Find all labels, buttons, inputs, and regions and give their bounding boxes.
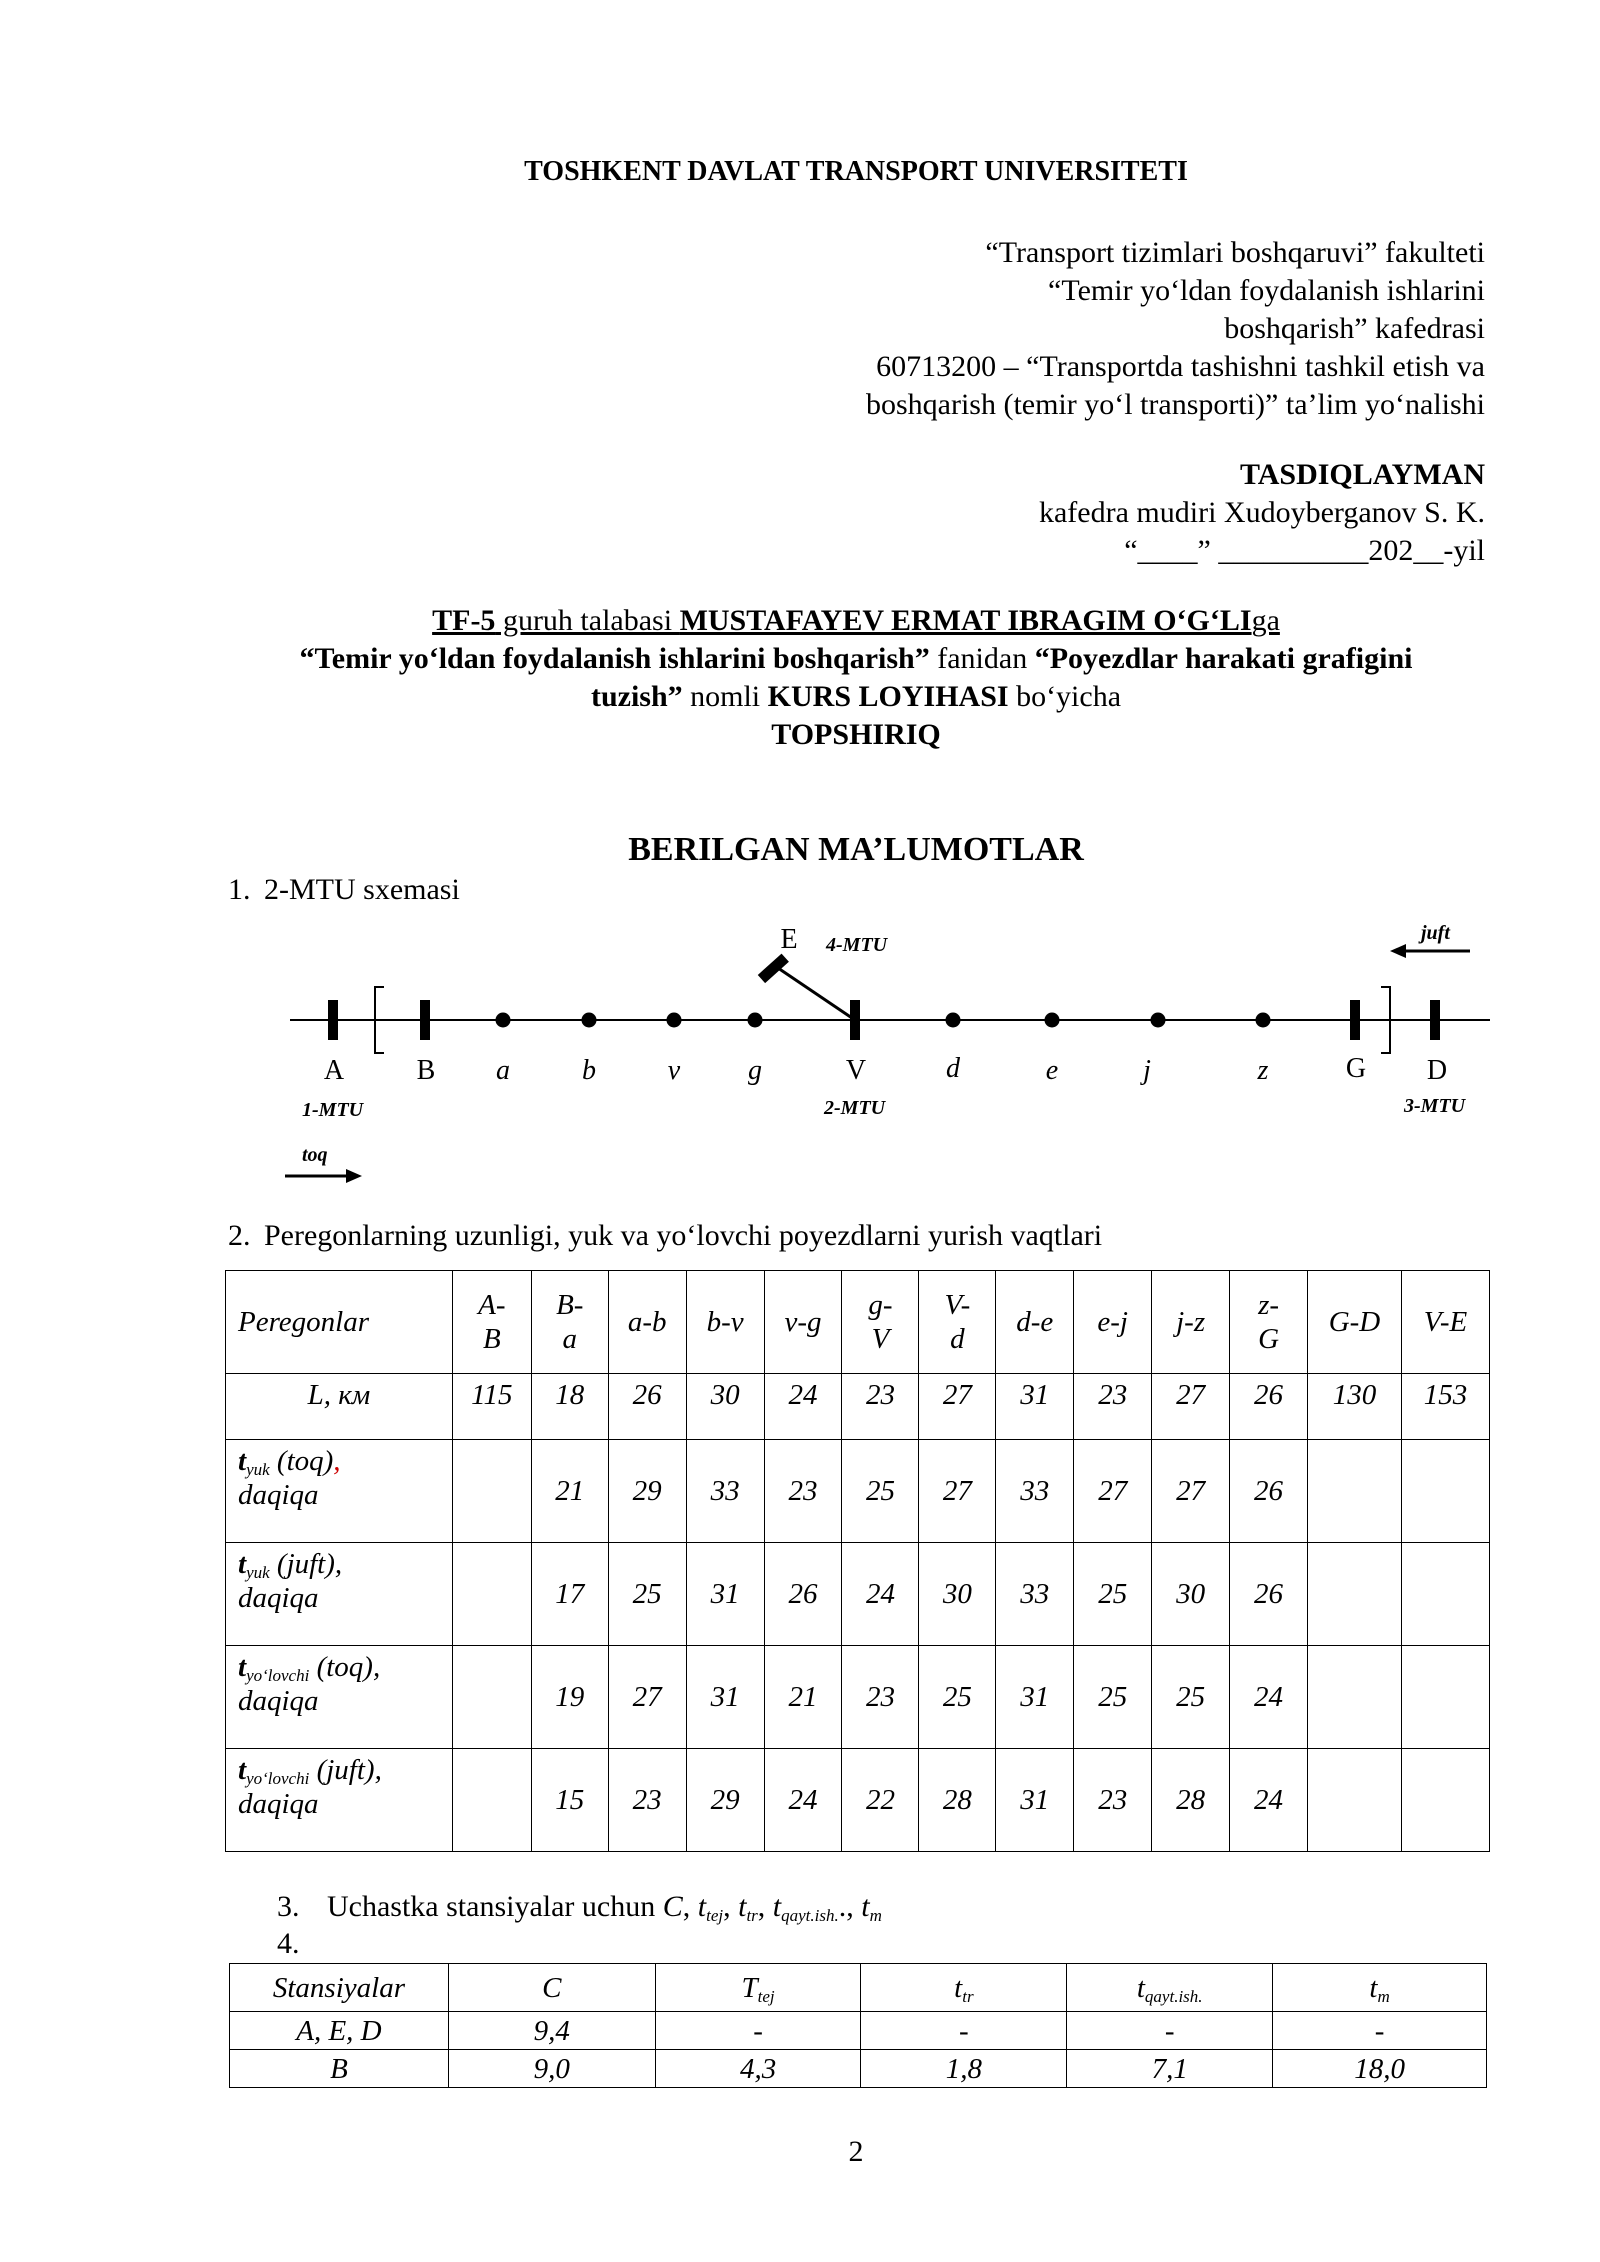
label-station-d: D bbox=[1426, 1055, 1448, 1086]
row-label-comma: , bbox=[334, 1548, 343, 1580]
peregon-cell: 26 bbox=[608, 1374, 686, 1440]
topic-part-2: tuzish” bbox=[590, 680, 683, 713]
peregon-cell: 26 bbox=[1230, 1374, 1308, 1440]
station-z-small-marker bbox=[1256, 1013, 1271, 1028]
label-station-j-small: j bbox=[1143, 1055, 1151, 1086]
peregon-header-row bbox=[226, 1271, 1490, 1374]
peregon-header-text: d-e bbox=[1016, 1306, 1054, 1338]
peregon-row-label bbox=[226, 1440, 453, 1543]
item-3-sep-3: , bbox=[757, 1890, 773, 1923]
stations-header-cell bbox=[1067, 1964, 1273, 2012]
department-line-1: “Temir yo‘ldan foydalanish ishlarini bbox=[1048, 274, 1485, 307]
peregon-header-text: b-v bbox=[706, 1306, 744, 1338]
peregon-cell: 29 bbox=[608, 1440, 686, 1543]
boyicha-text: bo‘yicha bbox=[1008, 680, 1122, 713]
stations-table-body bbox=[230, 1964, 1487, 2088]
stations-table bbox=[229, 1963, 1487, 2088]
label-station-e-small: e bbox=[1045, 1055, 1059, 1086]
peregon-header-cell bbox=[1074, 1271, 1152, 1374]
page-number: 2 bbox=[848, 2135, 864, 2168]
station-e-marker bbox=[758, 954, 789, 984]
peregon-cell: 23 bbox=[1074, 1749, 1152, 1852]
station-v-small-marker bbox=[667, 1013, 682, 1028]
peregon-row bbox=[226, 1543, 1490, 1646]
item-3-text: Uchastka stansiyalar uchun bbox=[327, 1890, 663, 1923]
peregon-header-text: V-E bbox=[1423, 1306, 1468, 1338]
row-label-line-2: daqiqa bbox=[238, 1788, 319, 1820]
approval-head: kafedra mudiri Xudoyberganov S. K. bbox=[1038, 496, 1485, 529]
row-label-comma: , bbox=[333, 1445, 341, 1477]
item-3-t2: t bbox=[738, 1890, 747, 1923]
item-3-c: C bbox=[662, 1890, 683, 1923]
peregon-cell bbox=[1401, 1440, 1489, 1543]
station-g-marker bbox=[1350, 1000, 1360, 1040]
peregon-cell bbox=[452, 1440, 531, 1543]
peregon-cell: 25 bbox=[1074, 1646, 1152, 1749]
label-station-b: B bbox=[416, 1055, 436, 1086]
peregon-cell: 24 bbox=[842, 1543, 919, 1646]
row-label-sub: yuk bbox=[246, 1460, 270, 1479]
peregon-cell: 31 bbox=[996, 1749, 1074, 1852]
peregon-cell: 130 bbox=[1308, 1374, 1402, 1440]
peregon-cell: 27 bbox=[1152, 1440, 1230, 1543]
peregon-cell: 24 bbox=[1230, 1749, 1308, 1852]
stations-row bbox=[230, 2050, 1487, 2088]
project-type: KURS LOYIHASI bbox=[767, 680, 1009, 713]
student-name: MUSTAFAYEV ERMAT IBRAGIM O‘G‘LI bbox=[679, 604, 1252, 637]
label-3-mtu: 3-MTU bbox=[1404, 1095, 1466, 1117]
peregon-header-cell bbox=[1401, 1271, 1489, 1374]
peregon-row bbox=[226, 1749, 1490, 1852]
peregon-cell: 17 bbox=[531, 1543, 608, 1646]
stations-header-cell bbox=[861, 1964, 1067, 2012]
program-line-1: 60713200 – “Transportda tashishni tashkil etish va bbox=[876, 350, 1485, 383]
peregon-header-cell bbox=[686, 1271, 764, 1374]
stations-header-sub: tr bbox=[962, 1986, 974, 2006]
peregon-cell bbox=[1308, 1543, 1402, 1646]
item-3-number: 3. bbox=[277, 1890, 300, 1923]
peregon-cell: 31 bbox=[996, 1374, 1074, 1440]
peregon-row bbox=[226, 1440, 1490, 1543]
stations-header-sub: tej bbox=[757, 1986, 775, 2006]
item-3 bbox=[277, 1888, 882, 1926]
peregon-cell bbox=[452, 1749, 531, 1852]
peregon-cell: 27 bbox=[919, 1440, 996, 1543]
label-station-z-small: z bbox=[1257, 1055, 1269, 1086]
juft-arrow-icon bbox=[1390, 944, 1470, 958]
peregon-cell: 18 bbox=[531, 1374, 608, 1440]
peregon-cell bbox=[1401, 1749, 1489, 1852]
fanidan-text: fanidan bbox=[929, 642, 1035, 675]
peregon-header-text: B- bbox=[556, 1289, 584, 1321]
peregon-header-cell bbox=[531, 1271, 608, 1374]
item-3-sep-1: , bbox=[682, 1890, 698, 1923]
program-line-2: boshqarish (temir yo‘l transporti)” ta’lim yo‘nalishi bbox=[865, 388, 1485, 421]
stations-header-main: T bbox=[741, 1971, 758, 2004]
row-label-line-2: daqiqa bbox=[238, 1479, 319, 1511]
peregon-cell: 27 bbox=[1152, 1374, 1230, 1440]
item-3-sep-4: , bbox=[846, 1890, 862, 1923]
toq-arrow-icon bbox=[285, 1169, 362, 1183]
peregon-header-text: a bbox=[562, 1323, 577, 1355]
station-j-small-marker bbox=[1151, 1013, 1166, 1028]
stations-header-cell bbox=[1273, 1964, 1487, 2012]
peregon-header-cell bbox=[608, 1271, 686, 1374]
item-4 bbox=[277, 1925, 300, 1963]
peregon-cell: 27 bbox=[608, 1646, 686, 1749]
row-label-line-2: daqiqa bbox=[238, 1685, 319, 1717]
peregon-header-cell bbox=[1152, 1271, 1230, 1374]
assignment-line-1 bbox=[180, 602, 1532, 640]
peregon-cell bbox=[1401, 1543, 1489, 1646]
peregon-cell: 21 bbox=[764, 1646, 842, 1749]
row-label-comma: , bbox=[372, 1651, 381, 1683]
department-line-2: boshqarish” kafedrasi bbox=[1224, 312, 1485, 345]
peregon-cell: 23 bbox=[842, 1374, 919, 1440]
peregon-table bbox=[225, 1270, 1490, 1852]
peregon-cell bbox=[1308, 1749, 1402, 1852]
station-d-marker bbox=[1430, 1000, 1440, 1040]
item-3-sep-2: , bbox=[723, 1890, 739, 1923]
row-label-comma: , bbox=[374, 1754, 382, 1786]
station-a-small-marker bbox=[496, 1013, 511, 1028]
label-station-g: G bbox=[1345, 1053, 1367, 1084]
item-2-text: Peregonlarning uzunligi, yuk va yo‘lovchi poyezdlarni yurish vaqtlari bbox=[264, 1219, 1103, 1252]
item-3-sub-2: tr bbox=[746, 1906, 758, 1925]
peregon-header-cell bbox=[764, 1271, 842, 1374]
peregon-cell: 28 bbox=[1152, 1749, 1230, 1852]
label-juft: juft bbox=[1421, 922, 1450, 944]
peregon-cell: 25 bbox=[919, 1646, 996, 1749]
peregon-cell: 26 bbox=[1230, 1440, 1308, 1543]
item-3-t3: t bbox=[772, 1890, 782, 1923]
peregon-row-label bbox=[226, 1749, 453, 1852]
label-station-v: V bbox=[845, 1055, 867, 1086]
stations-cell: 4,3 bbox=[655, 2050, 861, 2088]
stations-header-cell bbox=[448, 1964, 655, 2012]
peregon-header-text: z- bbox=[1258, 1289, 1280, 1321]
peregon-header-cell bbox=[996, 1271, 1074, 1374]
peregon-cell: 24 bbox=[764, 1374, 842, 1440]
peregon-cell: 19 bbox=[531, 1646, 608, 1749]
peregon-row-label bbox=[226, 1543, 453, 1646]
nomli-text: nomli bbox=[682, 680, 768, 713]
item-2-number: 2. bbox=[228, 1219, 251, 1252]
peregon-cell: 25 bbox=[608, 1543, 686, 1646]
task-title: TOPSHIRIQ bbox=[771, 718, 941, 751]
station-b-marker bbox=[420, 1000, 430, 1040]
peregon-cell bbox=[1401, 1646, 1489, 1749]
mtu-schema-diagram bbox=[0, 900, 1600, 1200]
peregon-header-cell bbox=[452, 1271, 531, 1374]
stations-header-main: C bbox=[542, 1971, 562, 2004]
peregon-header-cell bbox=[842, 1271, 919, 1374]
approval-title: TASDIQLAYMAN bbox=[1239, 458, 1485, 491]
peregon-row bbox=[226, 1374, 1490, 1440]
peregon-cell: 23 bbox=[764, 1440, 842, 1543]
peregon-cell: 29 bbox=[686, 1749, 764, 1852]
peregon-header-label: Peregonlar bbox=[226, 1271, 453, 1374]
label-station-d-small: d bbox=[946, 1053, 960, 1084]
group-name: TF-5 bbox=[432, 604, 496, 637]
peregon-cell: 115 bbox=[452, 1374, 531, 1440]
item-3-sub-4: m bbox=[869, 1906, 882, 1925]
row-label-t: t bbox=[238, 1651, 247, 1683]
station-g-small-marker bbox=[748, 1013, 763, 1028]
peregon-header-text: B bbox=[482, 1323, 501, 1355]
label-station-b-small: b bbox=[582, 1055, 596, 1086]
approval-date: “____” __________202__-yil bbox=[1124, 534, 1485, 567]
stations-header-cell bbox=[655, 1964, 861, 2012]
peregon-row-label: L, км bbox=[226, 1374, 453, 1440]
row-label-line-1 bbox=[238, 1444, 446, 1478]
peregon-cell: 33 bbox=[996, 1440, 1074, 1543]
item-2 bbox=[228, 1217, 1102, 1255]
stations-cell: 1,8 bbox=[861, 2050, 1067, 2088]
branch-track-line bbox=[778, 968, 852, 1018]
stations-cell: 18,0 bbox=[1273, 2050, 1487, 2088]
peregon-cell: 23 bbox=[1074, 1374, 1152, 1440]
row-label-sub: yuk bbox=[246, 1563, 270, 1582]
peregon-cell: 21 bbox=[531, 1440, 608, 1543]
peregon-header-text: a-b bbox=[627, 1306, 667, 1338]
stations-header-sub: m bbox=[1377, 1986, 1390, 2006]
peregon-header-cell bbox=[1308, 1271, 1402, 1374]
peregon-cell: 31 bbox=[686, 1543, 764, 1646]
peregon-cell: 28 bbox=[919, 1749, 996, 1852]
peregon-cell: 25 bbox=[842, 1440, 919, 1543]
peregon-row bbox=[226, 1646, 1490, 1749]
row-label-t: t bbox=[238, 1445, 247, 1477]
stations-cell: 7,1 bbox=[1067, 2050, 1273, 2088]
peregon-cell: 33 bbox=[996, 1543, 1074, 1646]
stations-cell: 9,0 bbox=[448, 2050, 655, 2088]
item-3-dot: . bbox=[838, 1890, 847, 1923]
peregon-cell: 22 bbox=[842, 1749, 919, 1852]
stations-cell: - bbox=[1273, 2012, 1487, 2050]
peregon-cell: 33 bbox=[686, 1440, 764, 1543]
item-1-text: 2-MTU sxemasi bbox=[264, 873, 460, 906]
item-3-sub-3: qayt.ish. bbox=[781, 1906, 839, 1925]
row-label-line-1 bbox=[238, 1650, 446, 1684]
row-label-rest: (toq) bbox=[309, 1651, 373, 1683]
station-a-marker bbox=[328, 1000, 338, 1040]
peregon-cell bbox=[1308, 1440, 1402, 1543]
peregon-header-text: V- bbox=[944, 1289, 971, 1321]
item-3-t1: t bbox=[697, 1890, 707, 1923]
label-4-mtu: 4-MTU bbox=[826, 934, 888, 956]
label-station-e: E bbox=[780, 924, 798, 955]
row-label-rest: (toq) bbox=[269, 1445, 334, 1477]
row-label-sub: yo‘lovchi bbox=[246, 1769, 310, 1788]
peregon-header-cell bbox=[1230, 1271, 1308, 1374]
item-4-number: 4. bbox=[277, 1927, 300, 1960]
peregon-header-text: G-D bbox=[1328, 1306, 1381, 1338]
assignment-line-3 bbox=[180, 678, 1532, 716]
item-3-t4: t bbox=[861, 1890, 870, 1923]
peregon-cell: 153 bbox=[1401, 1374, 1489, 1440]
stations-header-main: t bbox=[1369, 1971, 1378, 2004]
row-label-line-1 bbox=[238, 1547, 446, 1581]
stations-header-row bbox=[230, 1964, 1487, 2012]
peregon-cell: 31 bbox=[686, 1646, 764, 1749]
label-toq: toq bbox=[302, 1144, 328, 1166]
peregon-cell: 23 bbox=[608, 1749, 686, 1852]
stations-header-cell bbox=[230, 1964, 449, 2012]
row-label-line-1 bbox=[238, 1753, 446, 1787]
peregon-cell: 27 bbox=[1074, 1440, 1152, 1543]
peregon-cell: 31 bbox=[996, 1646, 1074, 1749]
peregon-cell: 30 bbox=[1152, 1543, 1230, 1646]
peregon-cell bbox=[452, 1646, 531, 1749]
label-station-g-small: g bbox=[748, 1055, 762, 1086]
subject-name: “Temir yo‘ldan foydalanish ishlarini boshqarish” bbox=[299, 642, 930, 675]
peregon-cell: 25 bbox=[1152, 1646, 1230, 1749]
peregon-cell: 24 bbox=[1230, 1646, 1308, 1749]
label-2-mtu: 2-MTU bbox=[824, 1097, 886, 1119]
row-label-rest: (juft) bbox=[269, 1548, 335, 1580]
label-station-a-small: a bbox=[496, 1055, 510, 1086]
row-label-sub: yo‘lovchi bbox=[246, 1666, 310, 1685]
peregon-table-body bbox=[226, 1271, 1490, 1852]
peregon-header-text: A- bbox=[478, 1289, 506, 1321]
stations-cell: B bbox=[230, 2050, 449, 2088]
peregon-cell: 26 bbox=[1230, 1543, 1308, 1646]
peregon-header-text: g- bbox=[868, 1289, 893, 1321]
group-text: guruh talabasi bbox=[495, 604, 680, 637]
stations-header-main: t bbox=[1136, 1971, 1145, 2004]
peregon-cell bbox=[452, 1543, 531, 1646]
stations-cell: - bbox=[655, 2012, 861, 2050]
stations-cell: - bbox=[1067, 2012, 1273, 2050]
station-b-small-marker bbox=[582, 1013, 597, 1028]
peregon-row-label bbox=[226, 1646, 453, 1749]
peregon-cell: 25 bbox=[1074, 1543, 1152, 1646]
faculty-block bbox=[685, 234, 1485, 424]
assignment-line-2 bbox=[180, 640, 1532, 678]
approval-block bbox=[685, 456, 1485, 570]
peregon-header-text: d bbox=[950, 1323, 965, 1355]
section-title: BERILGAN MA’LUMOTLAR bbox=[628, 831, 1084, 868]
row-label-rest: (juft) bbox=[309, 1754, 375, 1786]
faculty-line: “Transport tizimlari boshqaruvi” fakulteti bbox=[985, 236, 1485, 269]
peregon-cell: 30 bbox=[686, 1374, 764, 1440]
topic-part-1: “Poyezdlar harakati grafigini bbox=[1034, 642, 1413, 675]
peregon-header-text: j-z bbox=[1176, 1306, 1206, 1338]
peregon-cell: 26 bbox=[764, 1543, 842, 1646]
peregon-cell: 23 bbox=[842, 1646, 919, 1749]
peregon-header-text: v-g bbox=[784, 1306, 822, 1338]
peregon-cell: 24 bbox=[764, 1749, 842, 1852]
label-station-a: A bbox=[323, 1055, 345, 1086]
peregon-header-cell bbox=[919, 1271, 996, 1374]
item-1-number: 1. bbox=[228, 873, 251, 906]
station-v-marker bbox=[850, 1000, 860, 1040]
assignment-block bbox=[180, 602, 1532, 754]
peregon-header-text: V bbox=[871, 1323, 890, 1355]
station-e-small-marker bbox=[1045, 1013, 1060, 1028]
peregon-header-text: G bbox=[1258, 1323, 1280, 1355]
peregon-cell: 27 bbox=[919, 1374, 996, 1440]
peregon-header-text: e-j bbox=[1097, 1306, 1128, 1338]
stations-cell: 9,4 bbox=[448, 2012, 655, 2050]
label-station-v-small: v bbox=[667, 1055, 681, 1086]
peregon-cell: 30 bbox=[919, 1543, 996, 1646]
label-1-mtu: 1-MTU bbox=[302, 1099, 364, 1121]
stations-row bbox=[230, 2012, 1487, 2050]
station-d-small-marker bbox=[946, 1013, 961, 1028]
peregon-cell: 15 bbox=[531, 1749, 608, 1852]
stations-cell: - bbox=[861, 2012, 1067, 2050]
row-label-line-2: daqiqa bbox=[238, 1582, 319, 1614]
student-suffix: ga bbox=[1251, 604, 1280, 637]
stations-header-main: Stansiyalar bbox=[272, 1971, 405, 2004]
row-label-t: t bbox=[238, 1754, 247, 1786]
peregon-cell bbox=[1308, 1646, 1402, 1749]
university-title: TOSHKENT DAVLAT TRANSPORT UNIVERSITETI bbox=[524, 156, 1188, 187]
stations-cell: A, E, D bbox=[230, 2012, 449, 2050]
stations-header-main: t bbox=[954, 1971, 963, 2004]
stations-header-sub: qayt.ish. bbox=[1144, 1986, 1203, 2006]
item-3-sub-1: tej bbox=[706, 1906, 724, 1925]
row-label-t: t bbox=[238, 1548, 247, 1580]
